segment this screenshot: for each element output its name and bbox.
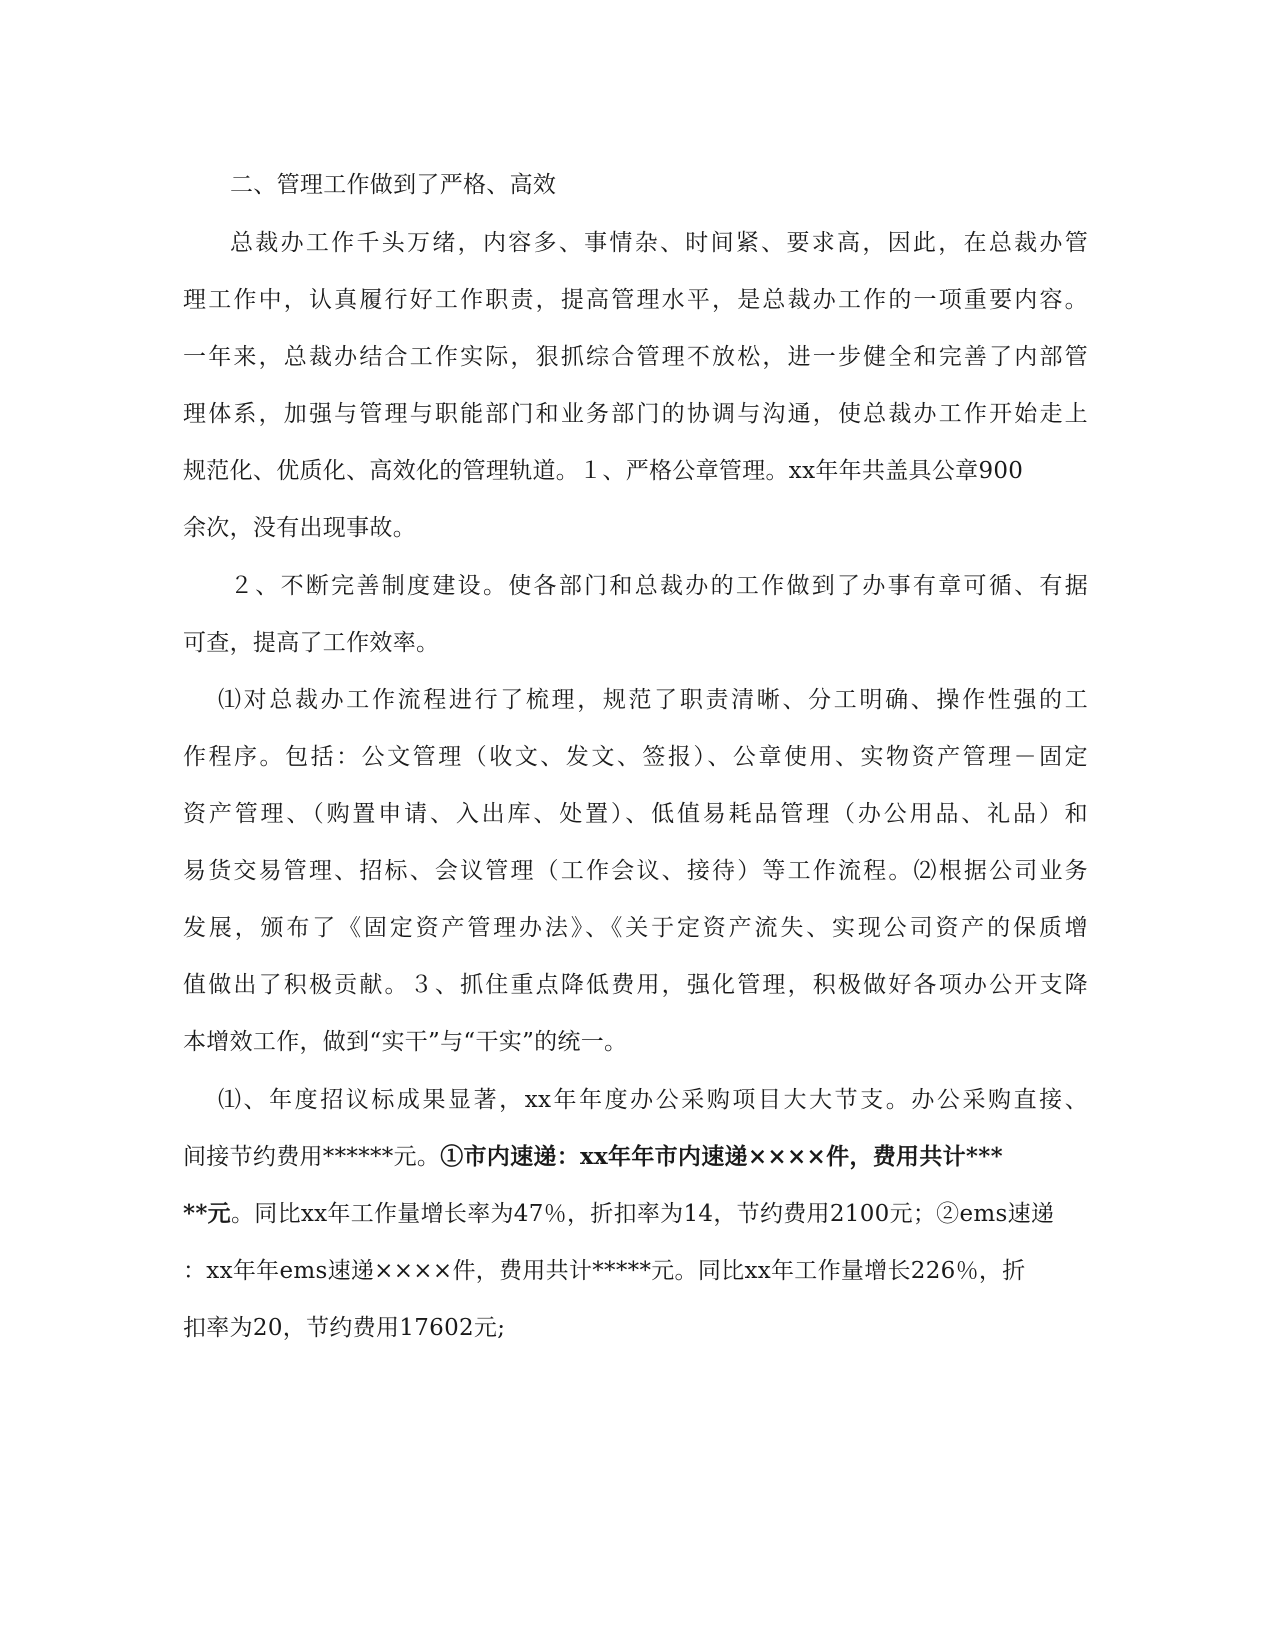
bold-text-segment: ①市内速递：xx年年市内速递××××件，费用共计*** <box>440 1143 1003 1170</box>
bold-text-segment: **元 <box>183 1200 231 1227</box>
paragraph-line: 值做出了积极贡献。３、抓住重点降低费用，强化管理，积极做好各项办公开支降 <box>183 972 1088 998</box>
paragraph-line: 规范化、优质化、高效化的管理轨道。１、严格公章管理。xx年年共盖具公章900 <box>183 458 1023 484</box>
paragraph-line: 扣率为20，节约费用17602元; <box>183 1315 506 1341</box>
paragraph-line: 理体系，加强与管理与职能部门和业务部门的协调与沟通，使总裁办工作开始走上 <box>183 401 1088 427</box>
paragraph-line: ：xx年年ems速递××××件，费用共计*****元。同比xx年工作量增长226％，折 <box>183 1258 1026 1284</box>
plain-text-segment: 。同比xx年工作量增长率为47％，折扣率为14，节约费用2100元；②ems速递 <box>230 1201 1055 1227</box>
paragraph-line: 总裁办工作千头万绪，内容多、事情杂、时间紧、要求高，因此，在总裁办管 <box>230 230 1088 256</box>
plain-text-segment: 间接节约费用******元。 <box>183 1144 441 1170</box>
paragraph-line: ⑴、年度招议标成果显著，xx年年度办公采购项目大大节支。办公采购直接、 <box>218 1087 1088 1113</box>
paragraph-line: ⑴对总裁办工作流程进行了梳理，规范了职责清晰、分工明确、操作性强的工 <box>218 687 1088 713</box>
paragraph-line: 一年来，总裁办结合工作实际，狠抓综合管理不放松，进一步健全和完善了内部管 <box>183 344 1088 370</box>
paragraph-line-mixed <box>183 1141 1088 1173</box>
paragraph-line-mixed <box>183 1198 1088 1230</box>
paragraph-line: 理工作中，认真履行好工作职责，提高管理水平，是总裁办工作的一项重要内容。 <box>183 287 1088 313</box>
paragraph-line: 易货交易管理、招标、会议管理（工作会议、接待）等工作流程。⑵根据公司业务 <box>183 858 1088 884</box>
paragraph-line: 可查，提高了工作效率。 <box>183 630 440 656</box>
paragraph-line: 资产管理、（购置申请、入出库、处置）、低值易耗品管理（办公用品、礼品）和 <box>183 801 1088 827</box>
paragraph-line: ２、不断完善制度建设。使各部门和总裁办的工作做到了办事有章可循、有据 <box>230 573 1088 599</box>
paragraph-line: 发展，颁布了《固定资产管理办法》、《关于定资产流失、实现公司资产的保质增 <box>183 915 1088 941</box>
section-heading: 二、管理工作做到了严格、高效 <box>230 172 557 198</box>
paragraph-line: 作程序。包括：公文管理（收文、发文、签报）、公章使用、实物资产管理－固定 <box>183 744 1088 770</box>
paragraph-line: 本增效工作，做到“实干”与“干实”的统一。 <box>183 1029 628 1055</box>
paragraph-line: 余次，没有出现事故。 <box>183 515 416 541</box>
